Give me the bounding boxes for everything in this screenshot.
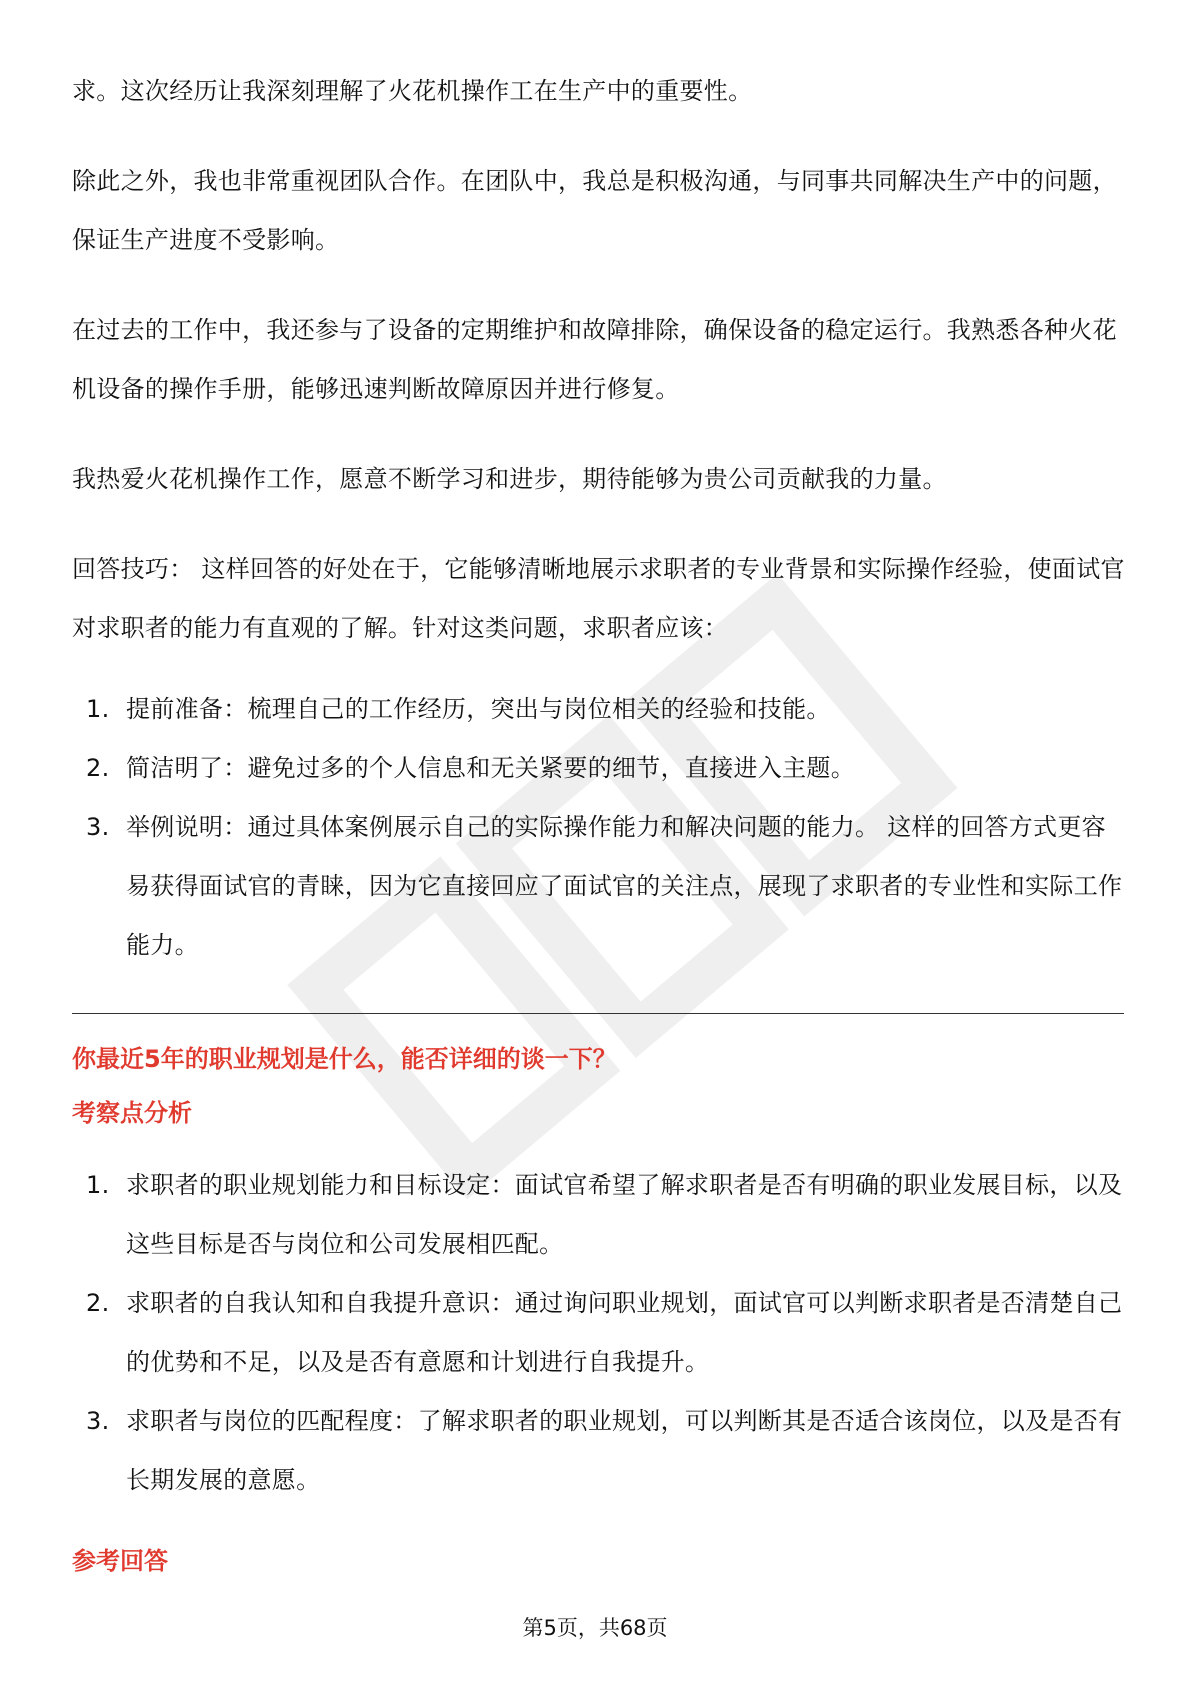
list-item-text: 简洁明了：避免过多的个人信息和无关紧要的细节，直接进入主题。 bbox=[126, 754, 855, 782]
paragraph-continuation: 求。这次经历让我深刻理解了火花机操作工在生产中的重要性。 bbox=[72, 77, 753, 105]
list-item-text: 求职者与岗位的匹配程度：了解求职者的职业规划，可以判断其是否适合该岗位，以及是否有长期发展的意愿。 bbox=[126, 1407, 1123, 1494]
list-item-text: 举例说明：通过具体案例展示自己的实际操作能力和解决问题的能力。 这样的回答方式更容易获得面试官的青睐，因为它直接回应了面试官的关注点，展现了求职者的专业性和实际工作能力。 bbox=[126, 813, 1123, 959]
list-item-text: 求职者的自我认知和自我提升意识：通过询问职业规划，面试官可以判断求职者是否清楚自己的优势和不足，以及是否有意愿和计划进行自我提升。 bbox=[126, 1289, 1123, 1376]
interview-question: 你最近5年的职业规划是什么，能否详细的谈一下？ bbox=[72, 1045, 617, 1073]
list-number: 1. bbox=[86, 695, 110, 723]
paragraph-teamwork: 除此之外，我也非常重视团队合作。在团队中，我总是积极沟通，与同事共同解决生产中的问题，保证生产进度不受影响。 bbox=[72, 167, 1117, 254]
list-item-text: 求职者的职业规划能力和目标设定：面试官希望了解求职者是否有明确的职业发展目标，以及这些目标是否与岗位和公司发展相匹配。 bbox=[126, 1171, 1123, 1258]
list-item bbox=[72, 1156, 1127, 1274]
reference-answer-heading: 参考回答 bbox=[72, 1547, 168, 1575]
list-item bbox=[72, 1392, 1127, 1510]
page-footer: 第5页，共68页 bbox=[522, 1616, 668, 1640]
section-divider bbox=[72, 1013, 1124, 1014]
list-item-text: 提前准备：梳理自己的工作经历，突出与岗位相关的经验和技能。 bbox=[126, 695, 831, 723]
paragraph-answer-tips: 回答技巧： 这样回答的好处在于，它能够清晰地展示求职者的专业背景和实际操作经验，使面试官对求职者的能力有直观的了解。针对这类问题，求职者应该： bbox=[72, 555, 1125, 642]
list-number: 1. bbox=[86, 1171, 110, 1199]
analysis-list bbox=[72, 1156, 1127, 1510]
list-item bbox=[72, 739, 1127, 798]
list-number: 3. bbox=[86, 813, 110, 841]
document-page bbox=[72, 62, 1127, 1582]
tips-list bbox=[72, 680, 1127, 975]
paragraph-maintenance: 在过去的工作中，我还参与了设备的定期维护和故障排除，确保设备的稳定运行。我熟悉各种火花机设备的操作手册，能够迅速判断故障原因并进行修复。 bbox=[72, 316, 1117, 403]
list-item bbox=[72, 1274, 1127, 1392]
analysis-heading: 考察点分析 bbox=[72, 1099, 192, 1127]
list-item bbox=[72, 680, 1127, 739]
list-number: 2. bbox=[86, 754, 110, 782]
paragraph-passion: 我热爱火花机操作工作，愿意不断学习和进步，期待能够为贵公司贡献我的力量。 bbox=[72, 465, 947, 493]
list-number: 3. bbox=[86, 1407, 110, 1435]
list-number: 2. bbox=[86, 1289, 110, 1317]
list-item bbox=[72, 798, 1127, 975]
